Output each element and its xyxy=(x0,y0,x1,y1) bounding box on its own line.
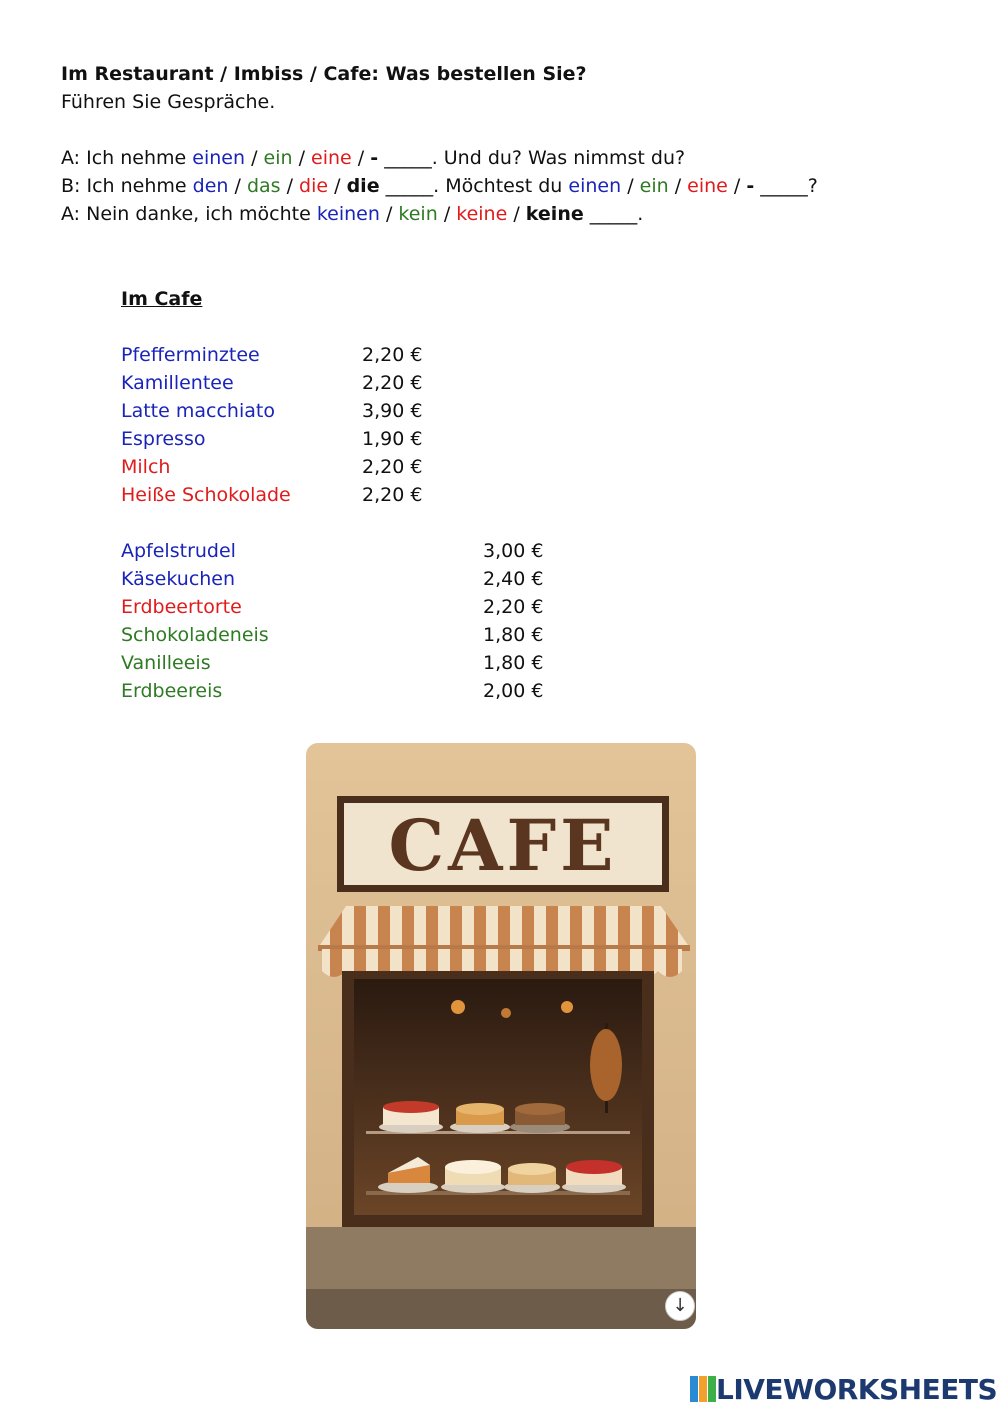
lead-text: Ich nehme xyxy=(86,147,187,169)
item-price: 3,00 € xyxy=(483,540,544,562)
list-item: Käsekuchen xyxy=(121,568,236,590)
article-plural: die xyxy=(346,175,380,197)
mid-text: . Möchtest du xyxy=(433,175,563,197)
article-feminine: eine xyxy=(687,175,728,197)
item-price: 2,00 € xyxy=(483,680,544,702)
item-price: 2,40 € xyxy=(483,568,544,590)
separator: / xyxy=(334,175,341,197)
separator: / xyxy=(443,203,451,225)
cafe-photo xyxy=(306,743,696,1329)
separator: / xyxy=(286,175,293,197)
item-price: 2,20 € xyxy=(362,484,423,506)
article-masculine: einen xyxy=(568,175,622,197)
article-plural: keine xyxy=(525,203,584,225)
item-price: 3,90 € xyxy=(362,400,423,422)
cafe-sign-text: CAFE xyxy=(388,804,618,887)
end-text: . xyxy=(637,203,644,225)
article-neuter: kein xyxy=(398,203,438,225)
separator: / xyxy=(298,147,305,169)
item-price: 1,90 € xyxy=(362,428,423,450)
lead-text: Nein danke, ich möchte xyxy=(86,203,311,225)
dialogue-line-b1 xyxy=(61,172,818,200)
separator: / xyxy=(674,175,682,197)
list-item: Vanilleeis xyxy=(121,652,211,674)
list-item: Milch xyxy=(121,456,171,478)
speaker: A: xyxy=(61,203,81,225)
separator: / xyxy=(733,175,741,197)
item-price: 2,20 € xyxy=(362,372,423,394)
article-plural: - xyxy=(746,175,755,197)
separator: / xyxy=(385,203,393,225)
article-feminine: keine xyxy=(456,203,508,225)
article-feminine: die xyxy=(299,175,329,197)
blank: _____ xyxy=(385,175,434,197)
article-masculine: einen xyxy=(192,147,246,169)
list-item: Latte macchiato xyxy=(121,400,275,422)
cafe-storefront-illustration xyxy=(306,743,696,1329)
blank: _____ xyxy=(384,147,432,169)
article-plural: - xyxy=(370,147,379,169)
arrow-down-icon[interactable]: ↓ xyxy=(665,1291,695,1321)
separator: / xyxy=(234,175,241,197)
list-item: Heiße Schokolade xyxy=(121,484,291,506)
tail-text: . Und du? Was nimmst du? xyxy=(431,147,686,169)
lead-text: Ich nehme xyxy=(86,175,187,197)
list-item: Espresso xyxy=(121,428,206,450)
item-price: 1,80 € xyxy=(483,624,544,646)
item-price: 2,20 € xyxy=(483,596,544,618)
separator: / xyxy=(513,203,520,225)
list-item: Apfelstrudel xyxy=(121,540,236,562)
liveworksheets-logo xyxy=(690,1372,997,1406)
separator: / xyxy=(251,147,258,169)
list-item: Erdbeereis xyxy=(121,680,223,702)
item-price: 2,20 € xyxy=(362,456,423,478)
article-neuter: ein xyxy=(263,147,293,169)
liveworksheets-logo-icon xyxy=(690,1376,716,1402)
item-price: 1,80 € xyxy=(483,652,544,674)
blank: _____ xyxy=(589,203,638,225)
list-item: Schokoladeneis xyxy=(121,624,269,646)
article-feminine: eine xyxy=(311,147,352,169)
dialogue-line-a2 xyxy=(61,200,643,228)
list-item: Erdbeertorte xyxy=(121,596,242,618)
menu-heading: Im Cafe xyxy=(121,288,203,310)
speaker: A: xyxy=(61,147,81,169)
article-neuter: das xyxy=(246,175,281,197)
instruction: Führen Sie Gespräche. xyxy=(61,91,276,113)
separator: / xyxy=(627,175,634,197)
logo-text: LIVEWORKSHEETS xyxy=(716,1372,998,1406)
end-text: ? xyxy=(807,175,818,197)
blank: _____ xyxy=(760,175,808,197)
separator: / xyxy=(357,147,365,169)
article-masculine: keinen xyxy=(316,203,380,225)
article-masculine: den xyxy=(192,175,229,197)
speaker: B: xyxy=(61,175,81,197)
dialogue-line-a1 xyxy=(61,144,685,172)
list-item: Kamillentee xyxy=(121,372,234,394)
item-price: 2,20 € xyxy=(362,344,423,366)
worksheet-title: Im Restaurant / Imbiss / Cafe: Was bestellen Sie? xyxy=(61,63,587,85)
list-item: Pfefferminztee xyxy=(121,344,260,366)
article-neuter: ein xyxy=(639,175,669,197)
